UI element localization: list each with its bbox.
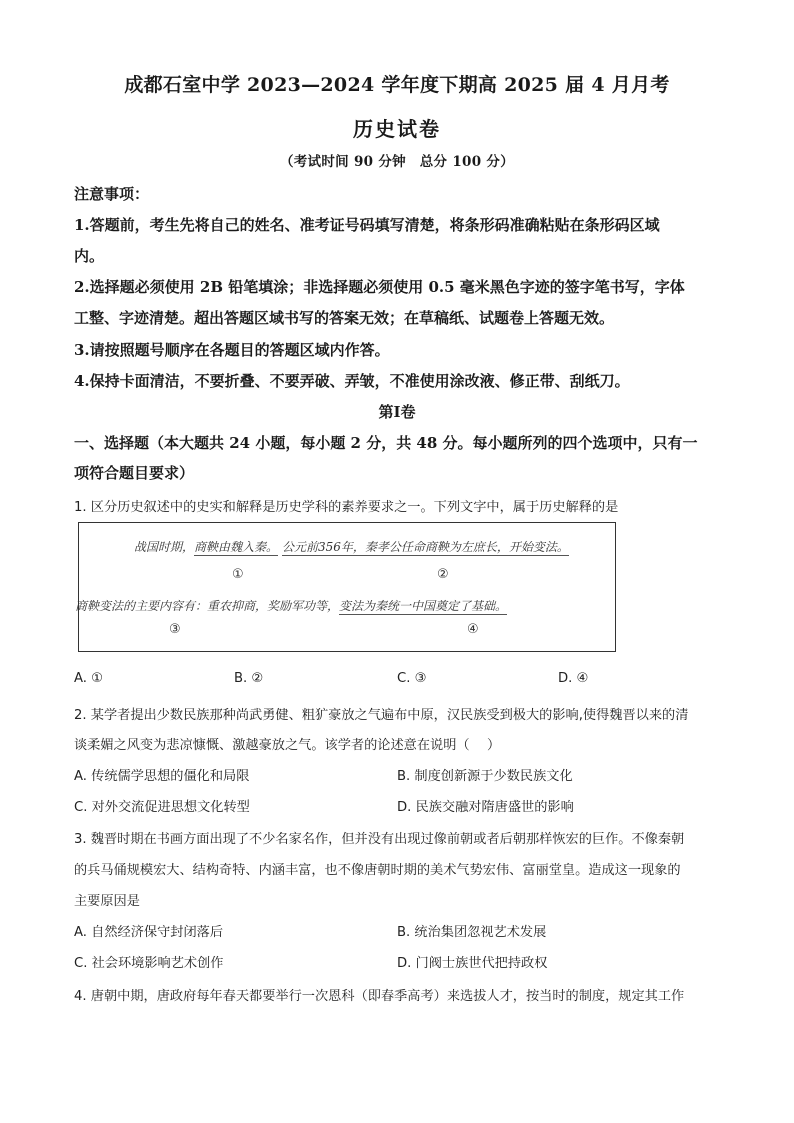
exam-subject: 历史试卷 — [353, 117, 441, 141]
figure-mark: ① — [232, 567, 244, 582]
option-d[interactable]: D. 民族交融对隋唐盛世的影响 — [397, 800, 574, 815]
question-stem: 4. 唐朝中期，唐政府每年春天都要举行一次恩科（即春季高考）来选拔人才，按当时的制度，规定其工作 — [74, 989, 685, 1004]
note-line: 2.选择题必须使用 2B 铅笔填涂；非选择题必须使用 0.5 毫米黑色字迹的签字笔书写，字体 — [74, 278, 685, 296]
source-figure — [75, 522, 616, 652]
option-c[interactable]: C. 社会环境影响艺术创作 — [74, 956, 224, 971]
section-intro: 一、选择题（本大题共 24 小题，每小题 2 分，共 48 分。每小题所列的四个选项中，只有一 — [74, 434, 698, 452]
question-stem: 谈柔媚之风变为悲凉慷慨、激越豪放之气。该学者的论述意在说明（ ） — [74, 738, 501, 753]
option-a[interactable]: A. ① — [74, 671, 103, 686]
note-line: 内。 — [74, 247, 105, 265]
note-line: 1.答题前，考生先将自己的姓名、准考证号码填写清楚，将条形码准确粘贴在条形码区域 — [74, 216, 660, 234]
question-stem: 的兵马俑规模宏大、结构奇特、内涵丰富，也不像唐朝时期的美术气势宏伟、富丽堂皇。造成这一现象的 — [74, 863, 681, 878]
question-stem: 1. 区分历史叙述中的史实和解释是历史学科的素养要求之一。下列文字中，属于历史解释的是 — [74, 500, 619, 515]
exam-title: 成都石室中学 2023—2024 学年度下期高 2025 届 4 月月考 — [124, 74, 670, 96]
figure-text: 商鞅由魏入秦。 — [194, 540, 279, 554]
section-title: 第Ⅰ卷 — [378, 403, 416, 421]
exam-info: （考试时间 90 分钟 总分 100 分） — [279, 154, 515, 170]
notes-heading: 注意事项： — [74, 185, 150, 203]
figure-text: 变法为秦统一中国奠定了基础。 — [339, 599, 508, 613]
figure-text: 战国时期， — [134, 540, 195, 554]
section-intro: 项符合题目要求） — [74, 464, 195, 482]
option-b[interactable]: B. ② — [234, 671, 264, 686]
question-stem: 3. 魏晋时期在书画方面出现了不少名家名作，但并没有出现过像前朝或者后朝那样恢宏的巨作。不像秦朝 — [74, 832, 685, 847]
note-line: 工整、字迹清楚。超出答题区域书写的答案无效；在草稿纸、试题卷上答题无效。 — [74, 309, 615, 327]
figure-text: 公元前356年，秦孝公任命商鞅为左庶长，开始变法。 — [282, 540, 569, 554]
option-c[interactable]: C. ③ — [397, 671, 427, 686]
note-line: 4.保持卡面清洁，不要折叠、不要弄破、弄皱，不准使用涂改液、修正带、刮纸刀。 — [74, 372, 630, 390]
option-a[interactable]: A. 自然经济保守封闭落后 — [74, 925, 224, 940]
figure-mark: ④ — [467, 622, 479, 637]
option-d[interactable]: D. ④ — [558, 671, 589, 686]
option-a[interactable]: A. 传统儒学思想的僵化和局限 — [74, 769, 250, 784]
option-b[interactable]: B. 统治集团忽视艺术发展 — [397, 925, 547, 940]
option-d[interactable]: D. 门阀士族世代把持政权 — [397, 956, 548, 971]
option-c[interactable]: C. 对外交流促进思想文化转型 — [74, 800, 250, 815]
question-stem: 主要原因是 — [74, 894, 140, 909]
note-line: 3.请按照题号顺序在各题目的答题区域内作答。 — [74, 341, 390, 359]
option-b[interactable]: B. 制度创新源于少数民族文化 — [397, 769, 573, 784]
figure-text: 商鞅变法的主要内容有：重农抑商，奖励军功等， — [75, 599, 340, 613]
figure-mark: ③ — [169, 622, 181, 637]
figure-mark: ② — [437, 567, 449, 582]
question-stem: 2. 某学者提出少数民族那种尚武勇健、粗犷豪放之气遍布中原，汉民族受到极大的影响,使得魏晋以来的清 — [74, 708, 689, 723]
